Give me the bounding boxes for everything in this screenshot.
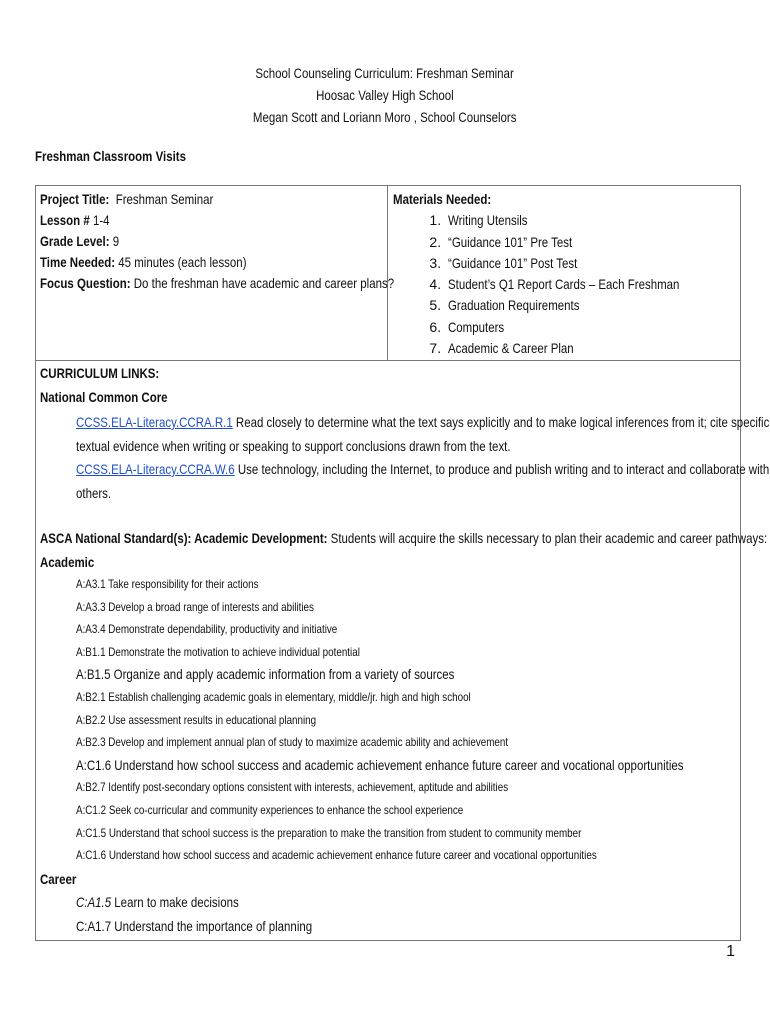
list-item: A:B2.2 Use assessment results in educational planning (76, 712, 317, 727)
document-header (0, 62, 770, 128)
materials-list (393, 210, 730, 359)
list-item: A:C1.2 Seek co-curricular and community experiences to enhance the school experience (76, 802, 464, 817)
materials-cell (393, 189, 730, 359)
ccss-link-r1[interactable]: CCSS.ELA-Literacy.CCRA.R.1 (76, 414, 233, 430)
list-item: 6. Computers (445, 317, 730, 338)
list-item: A:A3.4 Demonstrate dependability, productivity and initiative (76, 622, 338, 637)
list-item: 4. Student’s Q1 Report Cards – Each Freshman (445, 274, 730, 295)
academic-standards-list (40, 573, 735, 867)
header-school: Hoosac Valley High School (316, 87, 454, 103)
curriculum-links-cell (40, 362, 770, 938)
lesson-row: Lesson # 1-4 (40, 212, 110, 228)
section-title: Freshman Classroom Visits (35, 148, 187, 164)
list-item: 5. Graduation Requirements (445, 295, 730, 316)
ccss-standard: CCSS.ELA-Literacy.CCRA.R.1 Read closely to determine what the text says explicitly and to make logical inferences from it; cite specific textual evidence when writing or speaking to support conclusions drawn from the text. (76, 414, 770, 454)
list-item: A:B1.5 Organize and apply academic information from a variety of sources (76, 666, 455, 683)
time-row: Time Needed: 45 minutes (each lesson) (40, 254, 247, 270)
ccss-standard: CCSS.ELA-Literacy.CCRA.W.6 Use technology, including the Internet, to produce and publish writing and to interact and collaborate with others. (76, 461, 770, 501)
ccss-link-w6[interactable]: CCSS.ELA-Literacy.CCRA.W.6 (76, 461, 235, 477)
list-item: A:C1.6 Understand how school success and academic achievement enhance future career and vocational opportunities (76, 756, 684, 773)
page-number: 1 (726, 943, 735, 960)
list-item: C:A1.7 Understand the importance of planning (76, 917, 313, 934)
materials-heading: Materials Needed: (393, 191, 492, 207)
list-item: A:A3.1 Take responsibility for their actions (76, 577, 259, 591)
lesson-table (35, 185, 770, 941)
header-title: School Counseling Curriculum: Freshman Seminar (255, 65, 515, 81)
row-divider (36, 360, 740, 361)
list-item: A:B2.1 Establish challenging academic goals in elementary, middle/jr. high and high school (76, 689, 471, 704)
list-item: 2. “Guidance 101” Pre Test (445, 232, 730, 253)
list-item: 7. Academic & Career Plan (445, 338, 730, 359)
focus-question-row: Focus Question: Do the freshman have academic and career plans? (40, 275, 395, 291)
project-title-row: Project Title: Freshman Seminar (40, 191, 214, 207)
curriculum-heading: CURRICULUM LINKS: (40, 365, 160, 381)
list-item: A:B2.3 Develop and implement annual plan of study to maximize academic ability and achievement (76, 735, 509, 750)
header-counselors: Megan Scott and Loriann Moro , School Counselors (253, 109, 517, 125)
list-item: 1. Writing Utensils (445, 210, 730, 231)
list-item: A:B1.1 Demonstrate the motivation to achieve individual potential (76, 644, 360, 659)
list-item: A:C1.5 Understand that school success is the preparation to make the transition from student to community member (76, 825, 582, 840)
list-item: A:B2.7 Identify post-secondary options consistent with interests, achievement, aptitude and abilities (76, 780, 509, 795)
asca-standard: ASCA National Standard(s): Academic Development: Students will acquire the skills necessary to plan their academic and career pathways: (40, 530, 768, 546)
career-standards-list (40, 890, 735, 938)
career-heading: Career (40, 870, 77, 887)
list-item: C:A1.5 Learn to make decisions (76, 893, 239, 910)
common-core-heading: National Common Core (40, 389, 168, 405)
academic-heading: Academic (40, 554, 95, 570)
grade-row: Grade Level: 9 (40, 233, 120, 249)
list-item: A:C1.6 Understand how school success and academic achievement enhance future career and vocational opportunities (76, 848, 597, 863)
list-item: 3. “Guidance 101” Post Test (445, 253, 730, 274)
list-item: A:A3.3 Develop a broad range of interests and abilities (76, 599, 314, 614)
